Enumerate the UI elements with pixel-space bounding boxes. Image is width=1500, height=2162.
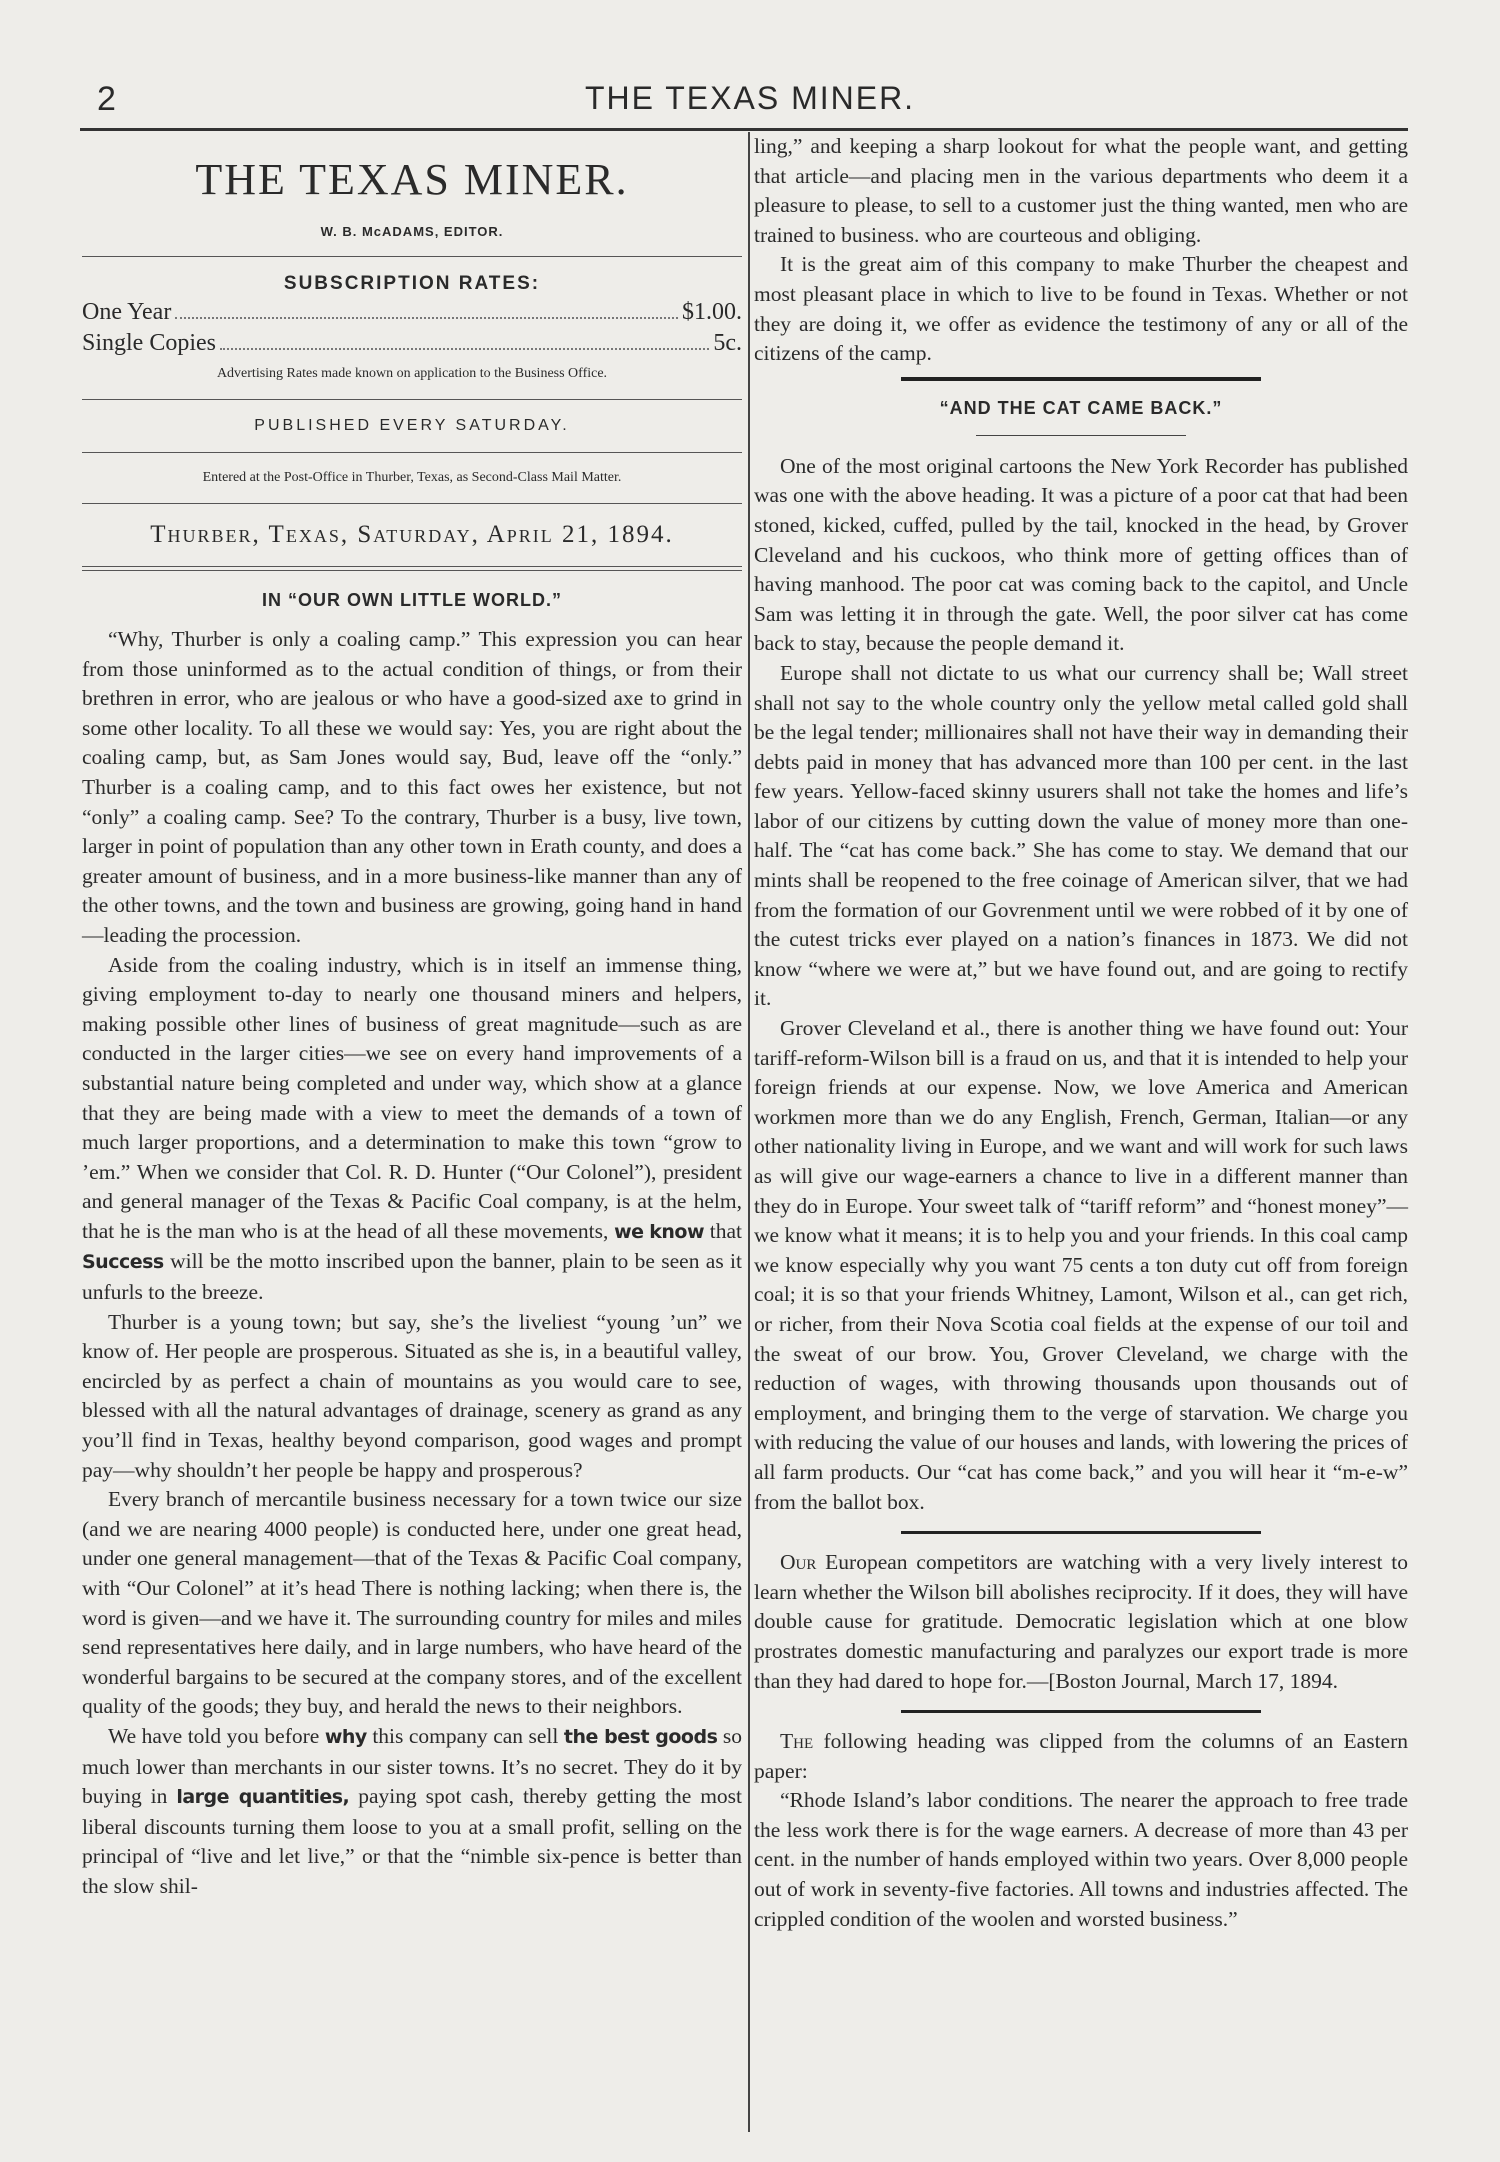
emphasis-why: why (324, 1725, 367, 1748)
divider (82, 503, 742, 504)
leader-dots (220, 348, 709, 350)
article-paragraph: “Why, Thurber is only a coaling camp.” This expression you can hear from those uninformed as to the actual condition of things, or from their brethren in error, who are jealous or who have a good-sized axe to grind in some other locality. To all these we would say: Yes, you are right about the coaling camp, but, as Sam Jones would say, Bud, leave off the “only.” Thurber is a coaling camp, and to this fact owes her existence, but not “only” a coaling camp. See? To the contrary, Thurber is a busy, live town, larger in point of population than any other town in Erath county, and does a greater amount of business, and in a more business-like manner than any of the other towns, and the town and business are growing, going hand in hand—leading the procession. (82, 627, 742, 947)
short-rule (976, 435, 1186, 436)
page-number: 2 (97, 80, 116, 118)
left-column (82, 132, 742, 1902)
emphasis-large-quantities: large quantities, (176, 1786, 350, 1809)
emphasis-we: we (614, 1220, 644, 1243)
published-line: PUBLISHED EVERY SATURDAY. (254, 417, 570, 434)
rate-row-single-copies (82, 328, 742, 359)
text-run: will be the motto inscribed upon the banner, plain to be seen as it unfurls to the breeze. (82, 1249, 743, 1305)
emphasis-best-goods: the best goods (563, 1725, 718, 1748)
text-run: following heading was clipped from the columns of an Eastern paper: (754, 1729, 1408, 1783)
continuation-paragraph: It is the great aim of this company to make Thurber the cheapest and most pleasant place in which to live to be found in Texas. Whether or not they are doing it, we offer as evidence the testimony of any or all of the citizens of the camp. (754, 252, 1408, 366)
text-run: paying spot cash, thereby getting the most liberal discounts turning them loose to you at a small profit, selling on the principal of “live and let live,” or that the “nimble six-pence is better than the slow shil- (82, 1784, 743, 1898)
text-run: that (709, 1218, 743, 1243)
lead-word: Our (780, 1550, 817, 1575)
article-paragraph (82, 1722, 742, 1902)
section-rule (901, 377, 1261, 381)
article-headline: IN “OUR OWN LITTLE WORLD.” (262, 590, 562, 610)
column-divider (748, 132, 750, 2132)
rate-price: $1.00. (682, 299, 742, 325)
rate-label: One Year (82, 299, 172, 325)
article-paragraph (754, 1727, 1408, 1786)
divider (82, 399, 742, 400)
section-rule (901, 1710, 1261, 1713)
leader-dots (175, 317, 678, 319)
article-headline: “AND THE CAT CAME BACK.” (939, 397, 1223, 418)
lead-word: The (780, 1729, 814, 1754)
subscription-heading: SUBSCRIPTION RATES: (283, 273, 541, 294)
quoted-paragraph: “Rhode Island’s labor conditions. The nearer the approach to free trade the less work there is for the wage earners. A decrease of more than 43 per cent. in the number of hands employed within two years. Over 8,000 people out of work in seventy-five factories. All towns and industries affected. The crippled condition of the woolen and worsted business.” (754, 1788, 1408, 1931)
article-paragraph: Europe shall not dictate to us what our currency shall be; Wall street shall not say to the whole country only the yellow metal called gold shall be the legal tender; millionaires shall not have their way in demanding their debts paid in money that has advanced more than 100 per cent. in the last few years. Yellow-faced skinny usurers shall not take the homes and life’s labor of our citizens by cutting down the value of money more than one-half. The “cat has come back.” She has come to stay. We demand that our mints shall be reopened to the free coinage of American silver, that we had from the formation of our Govrenment until we were robbed of it by one of the cutest tricks ever played on a nation’s finances in 1873. We did not know “where we were at,” but we have found out, and are going to rectify it. (754, 660, 1408, 1011)
section-rule (901, 1531, 1261, 1534)
rate-row-one-year (82, 297, 742, 328)
text-run: this company can sell (372, 1723, 559, 1748)
running-title: THE TEXAS MINER. (584, 80, 916, 116)
masthead-title: THE TEXAS MINER. (195, 155, 629, 204)
emphasis-success: Success (82, 1251, 164, 1274)
text-run: European competitors are watching with a very lively interest to learn whether the Wilson bill abolishes reciprocity. If it does, they will have double cause for gratitude. Democratic legislation which at one blow prostrates domestic manufacturing and paralyzes our export trade is more than they had dared to hope for.—[Boston Journal, March 17, 1894. (754, 1550, 1409, 1693)
article-paragraph: Thurber is a young town; but say, she’s the liveliest “young ’un” we know of. Her people are prosperous. Situated as she is, in a beautiful valley, encircled by as perfect a chain of mountains as you would care to see, blessed with all the natural advantages of drainage, scenery as grand as any you’ll find in Texas, healthy beyond comparison, good wages and prompt pay—why shouldn’t her people be happy and prosperous? (82, 1309, 742, 1482)
article-paragraph: Grover Cleveland et al., there is another thing we have found out: Your tariff-reform-Wilson bill is a fraud on us, and that it is intended to help your foreign friends at our expense. Now, we love America and American workmen more than we do any English, French, German, Italian—or any other nationality living in Europe, and we want and will work for such laws as will give our wage-earners a chance to live in a different manner than they do in Europe. Your sweet talk of “tariff reform” and “honest money”—we know what it means; it is to help you and your friends. In this coal camp we know especially why you want 75 cents a ton duty cut off from foreign coal; it is so that your friends Whitney, Lamont, Wilson et al., can get rich, or richer, from their Nova Scotia coal fields at the expense of our toil and the sweat of our brow. You, Grover Cleveland, we charge with the reduction of wages, with throwing thousands upon thousands out of employment, and bringing them to the verge of starvation. We charge you with reducing the value of our houses and lands, with lowering the prices of all farm products. Our “cat has come back,” and you will hear it “m-e-w” from the ballot box. (754, 1016, 1408, 1514)
article-paragraph: Every branch of mercantile business necessary for a town twice our size (and we are nearing 4000 people) is conducted here, under one great head, under one general management—that of the Texas & Pacific Coal company, with “Our Colonel” at it’s head There is nothing lacking; when there is, the word is given—and we have it. The surrounding country for miles and miles send representatives here daily, and in large numbers, who have heard of the wonderful bargains to be secured at the company stores, and of the excellent quality of the goods; they buy, and herald the news to their neighbors. (82, 1487, 742, 1719)
text-run: so much lower than merchants in our sister towns. It’s no secret. They do it by buying in (82, 1723, 743, 1809)
divider (82, 256, 742, 257)
right-column (754, 132, 1408, 1934)
double-divider (82, 566, 742, 571)
article-paragraph: One of the most original cartoons the New York Recorder has published was one with the above heading. It was a picture of a poor cat that had been stoned, kicked, cuffed, pulled by the tail, knocked in the head, by Grover Cleveland and his cuckoos, who think more of getting offices than of having manhood. The poor cat was coming back to the capitol, and Uncle Sam was letting it in through the gate. Well, the poor silver cat has come back to stay, because the people demand it. (754, 453, 1408, 656)
divider (82, 452, 742, 453)
entered-line: Entered at the Post-Office in Thurber, Texas, as Second-Class Mail Matter. (202, 470, 622, 485)
text-run: Aside from the coaling industry, which is in itself an immense thing, giving employment to-day to nearly one thousand miners and helpers, making possible other lines of business of great magnitude—such as are conducted in the larger cities—we see on every hand improvements of a substantial nature being completed and under way, which show at a glance that they are being made with a view to meet the demands of a town of much larger proportions, and a determination to make this town “grow to ’em.” When we consider that Col. R. D. Hunter (“Our Colonel”), president and general manager of the Texas & Pacific Coal company, is at the helm, that he is the man who is at the head of all these movements, (82, 952, 742, 1243)
text-run: We have told you before (108, 1723, 320, 1748)
advertising-note: Advertising Rates made known on application to the Business Office. (216, 366, 608, 381)
continuation-paragraph: ling,” and keeping a sharp lookout for what the people want, and getting that article—and placing men in the various departments who deem it a pleasure to please, to sell to a customer just the thing wanted, men who are trained to business. who are courteous and obliging. (754, 134, 1408, 247)
emphasis-know: know (649, 1220, 705, 1243)
article-paragraph (82, 951, 742, 1308)
rate-price: 5c. (713, 330, 742, 356)
article-paragraph (754, 1548, 1408, 1696)
dateline: Thurber, Texas, Saturday, April 21, 1894. (150, 521, 674, 548)
rate-label: Single Copies (82, 330, 217, 356)
editor-line: W. B. McADAMS, EDITOR. (320, 224, 504, 239)
header-rule (80, 128, 1408, 131)
